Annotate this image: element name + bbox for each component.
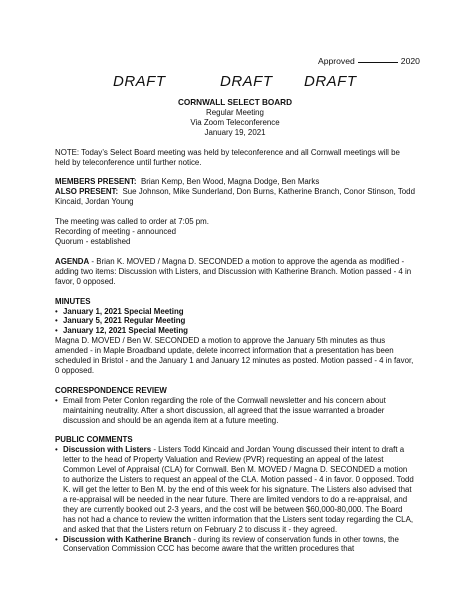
meeting-venue: Via Zoom Teleconference xyxy=(190,117,280,127)
recording-notice: Recording of meeting - announced xyxy=(55,227,177,237)
members-present xyxy=(55,177,415,187)
also-present xyxy=(55,187,415,207)
correspondence-heading: CORRESPONDENCE REVIEW xyxy=(55,385,167,395)
also-present-label: ALSO PRESENT: xyxy=(55,187,119,197)
minutes-heading: MINUTES xyxy=(55,296,91,306)
agenda-label: AGENDA xyxy=(55,256,90,266)
quorum-status: Quorum - established xyxy=(55,236,131,246)
agenda-paragraph xyxy=(55,257,415,287)
document-header xyxy=(55,98,415,138)
correspondence-list xyxy=(55,396,415,426)
list-item: • Discussion with Listers - Listers Todd Kincaid and Jordan Young discussed their intent to draft a letter to the head of Property Valuation and Review (PVR) requesting an appeal of the latest Common Level of Appraisal (CLA) for Cornwall. Ben M. MOVED / Magna D. SECONDED a motion to authorize the Listers to request an appeal of the CLA. Motion passed - 4 in favor. 0 opposed. Todd K. will get the letter to Ben M. by the end of this week for his signature. The Listers also advised that a re-appraisal will be needed in the near future. There are limited vendors to do a re-appraisal, and they are currently booked out 2-3 years, and the cost will be between $60,000-80,000. The Board has not had a chance to review the written information that the Listers sent today regarding the CLA, and asked that that the Listers return on February 2 to discuss it - they agreed. xyxy=(55,445,415,534)
draft-watermark: DRAFT xyxy=(113,73,166,90)
list-item: • Discussion with Katherine Branch - during its review of conservation funds in other towns, the Conservation Commission CCC has become aware that the written procedures that xyxy=(55,535,415,555)
public-comments-heading: PUBLIC COMMENTS xyxy=(55,435,133,445)
board-title: CORNWALL SELECT BOARD xyxy=(177,98,293,107)
approval-blank xyxy=(358,62,398,63)
public-comments-list xyxy=(55,445,415,554)
draft-watermark: DRAFT xyxy=(304,73,357,90)
approved-label: Approved xyxy=(318,56,355,66)
meeting-type: Regular Meeting xyxy=(206,107,264,117)
also-present-names: Sue Johnson, Mike Sunderland, Don Burns, Katherine Branch, Conor Stinson, Todd Kincaid, Jordan Young xyxy=(55,187,415,207)
minutes-body xyxy=(55,98,415,554)
draft-watermark: DRAFT xyxy=(220,73,273,90)
list-item: • January 12, 2021 Special Meeting xyxy=(55,326,415,336)
approved-year: 2020 xyxy=(400,56,420,66)
list-item: • January 1, 2021 Special Meeting xyxy=(55,307,415,317)
minutes-motion: Magna D. MOVED / Ben W. SECONDED a motion to approve the January 5th minutes as thus amended - in Maple Broadband update, delete incorrect information that a presentation has been scheduled in Bristol - and the January 1 and January 12 minutes as posted. Motion passed - 4 in favor, 0 opposed. xyxy=(55,336,414,375)
meeting-date: January 19, 2021 xyxy=(204,127,266,137)
agenda-text: - Brian K. MOVED / Magna D. SECONDED a motion to approve the agenda as modified - adding two items: Discussion with Listers, and Discussion with Katherine Branch. Motion passed - 4 in favor, 0 opposed. xyxy=(55,256,412,286)
teleconference-note: NOTE: Today’s Select Board meeting was held by teleconference and all Cornwall meetings will be held by teleconference until further notice. xyxy=(55,147,400,167)
list-item: • Email from Peter Conlon regarding the role of the Cornwall newsletter and his concern about maintaining neutrality. After a short discussion, all agreed that the issue warranted a broader discussion and should be an agenda item at a future meeting. xyxy=(55,396,415,426)
approval-line xyxy=(318,56,420,66)
minutes-list xyxy=(55,307,415,337)
list-item: • January 5, 2021 Regular Meeting xyxy=(55,316,415,326)
members-present-label: MEMBERS PRESENT: xyxy=(55,177,137,187)
call-to-order: The meeting was called to order at 7:05 pm. xyxy=(55,217,209,227)
members-present-names: Brian Kemp, Ben Wood, Magna Dodge, Ben Marks xyxy=(140,177,320,187)
